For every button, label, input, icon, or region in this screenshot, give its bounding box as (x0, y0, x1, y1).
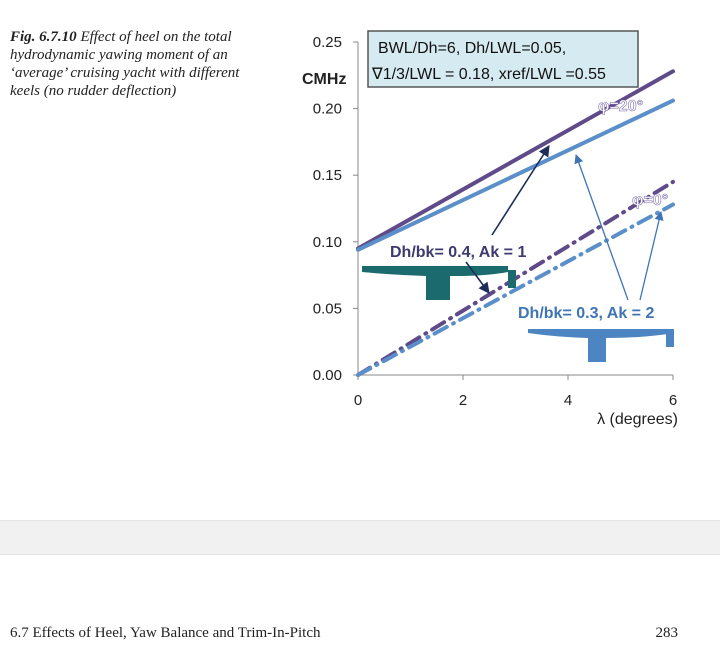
y-tick-label: 0.05 (312, 300, 342, 318)
keel-b-label: Dh/bk= 0.3, Ak = 2 (518, 305, 655, 322)
series-line-1 (358, 101, 673, 250)
running-footer-section: 6.7 Effects of Heel, Yaw Balance and Trim-In-Pitch (10, 625, 321, 641)
x-axis-label: λ (degrees) (597, 411, 678, 428)
y-tick-label: 0.20 (312, 100, 342, 118)
heel-0-label: φ=0° (632, 192, 669, 209)
keel-b-silhouette (528, 329, 674, 362)
page-break-band (0, 520, 720, 555)
x-ticks (354, 375, 677, 409)
arrow-keel-b-to-20 (576, 155, 628, 300)
y-tick-label: 0.10 (312, 233, 342, 251)
series-line-3 (358, 205, 673, 375)
x-tick-label: 0 (353, 392, 363, 409)
chart-axes (358, 42, 673, 375)
parameters-line-1: BWL/Dh=6, Dh/LWL=0.05, (378, 40, 567, 57)
figure-number: Fig. 6.7.10 (10, 29, 77, 45)
keel-a-label: Dh/bk= 0.4, Ak = 1 (390, 244, 527, 261)
x-tick-label: 6 (668, 392, 678, 409)
keel-a-silhouette (362, 266, 516, 300)
heel-20-label: φ=20° (598, 98, 643, 115)
y-tick-label: 0.00 (312, 367, 342, 384)
y-tick-label: 0.25 (312, 34, 342, 51)
x-tick-label: 2 (458, 392, 468, 409)
page-number: 283 (655, 625, 678, 641)
x-tick-label: 4 (563, 392, 573, 409)
parameters-line-2: ∇1/3/LWL = 0.18, xref/LWL =0.55 (372, 66, 606, 83)
arrow-keel-b-to-0 (640, 212, 661, 300)
figure-caption-text: Effect of heel on the total hydrodynamic yawing moment of an ‘average’ cruising yacht with different keels (no rudder deflection) (10, 29, 240, 99)
y-axis-label: CMHz (302, 71, 347, 88)
y-tick-label: 0.15 (312, 167, 342, 185)
